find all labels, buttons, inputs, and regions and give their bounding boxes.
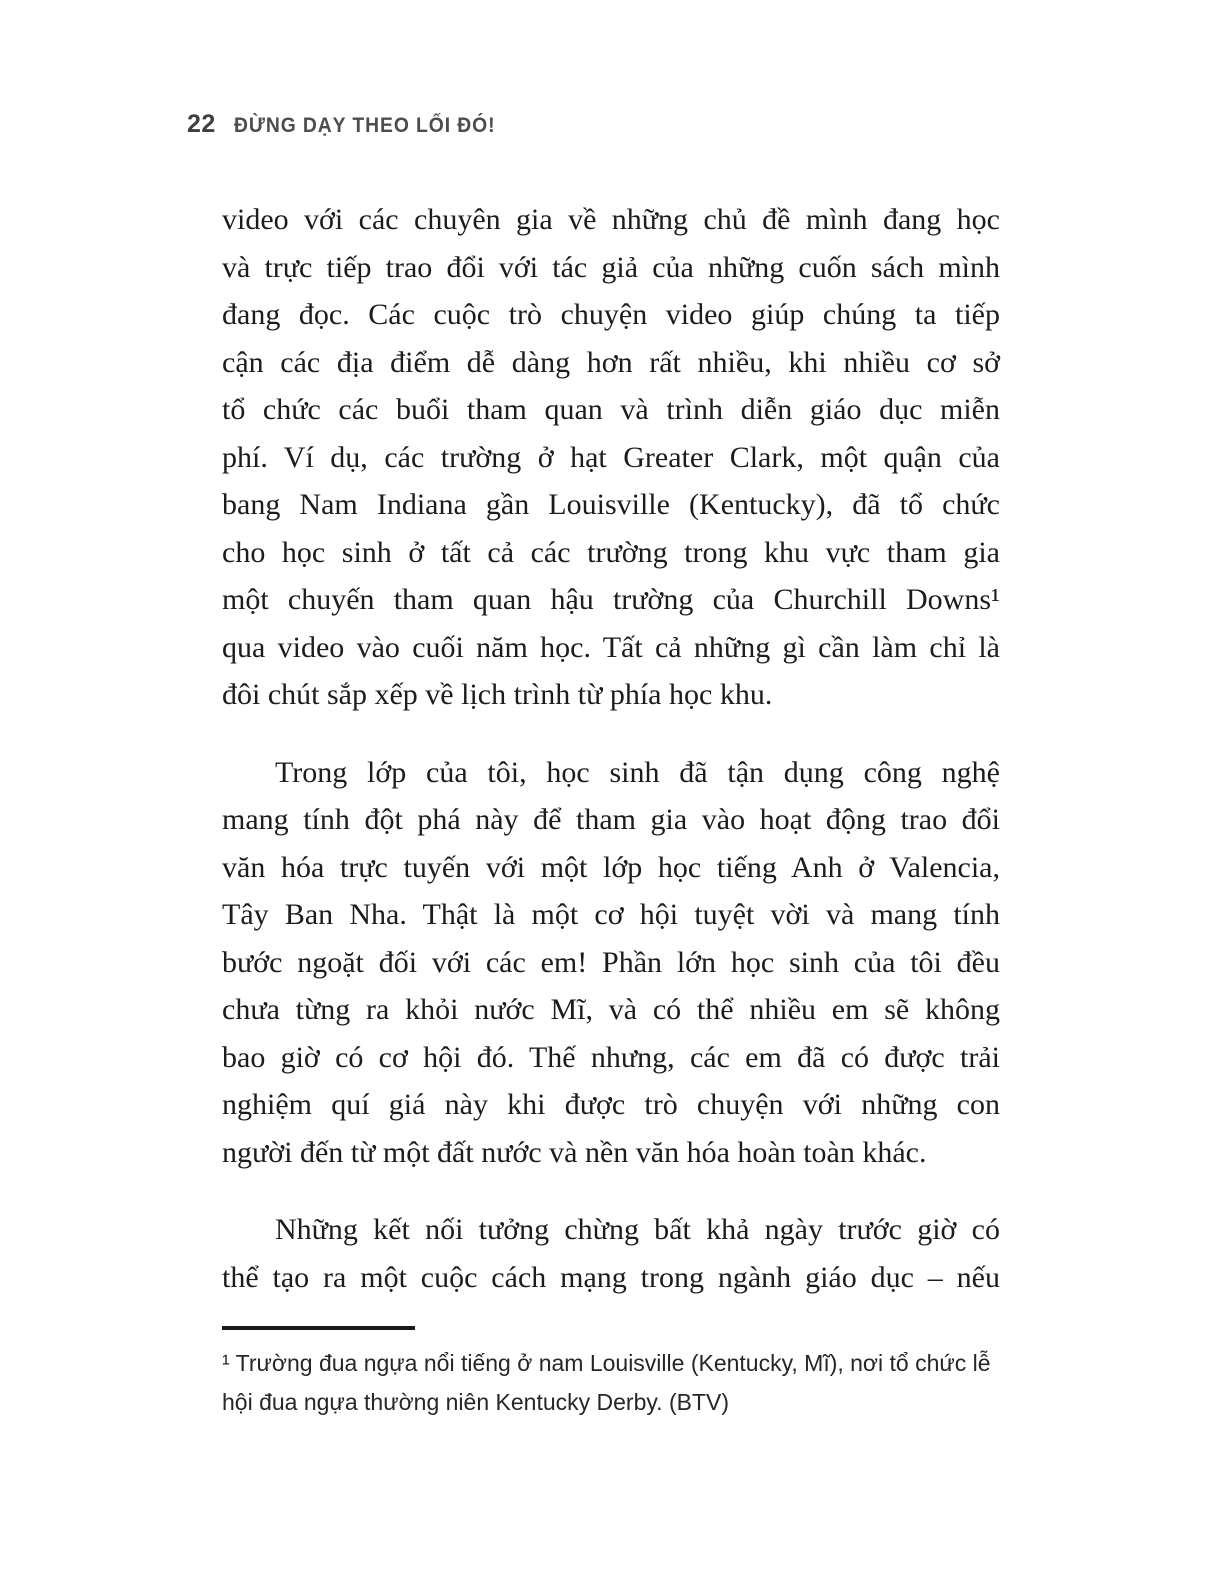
text-line: đôi chút sắp xếp về lịch trình từ phía học khu. xyxy=(222,678,773,711)
text-line: bao giờ có cơ hội đó. Thế nhưng, các em đã có được trải xyxy=(222,1040,1000,1074)
page-number: 22 xyxy=(187,110,216,138)
text-line: video với các chuyên gia về những chủ đề mình đang học xyxy=(222,203,1000,236)
page-body xyxy=(222,196,1000,1301)
text-line: chưa từng ra khỏi nước Mĩ, và có thể nhiều em sẽ không xyxy=(222,993,1000,1026)
footnote-section xyxy=(222,1326,1000,1422)
footnote-rule xyxy=(222,1326,415,1330)
text-line: Những kết nối tưởng chừng bất khả ngày trước giờ có xyxy=(275,1213,1000,1246)
text-line: nghiệm quí giá này khi được trò chuyện với những con xyxy=(222,1088,1000,1121)
text-line: bước ngoặt đối với các em! Phần lớn học sinh của tôi đều xyxy=(222,945,1000,979)
text-line: văn hóa trực tuyến với một lớp học tiếng Anh ở Valencia, xyxy=(222,850,1000,884)
text-line: bang Nam Indiana gần Louisville (Kentucky), đã tổ chức xyxy=(222,488,1000,521)
text-line: mang tính đột phá này để tham gia vào hoạt động trao đổi xyxy=(222,803,1000,836)
text-line: hội đua ngựa thường niên Kentucky Derby. (BTV) xyxy=(222,1389,729,1415)
text-line: ¹ Trường đua ngựa nổi tiếng ở nam Louisville (Kentucky, Mĩ), nơi tổ chức lễ xyxy=(222,1350,991,1376)
text-line: một chuyến tham quan hậu trường của Churchill Downs¹ xyxy=(222,583,1000,616)
text-line: qua video vào cuối năm học. Tất cả những gì cần làm chỉ là xyxy=(222,630,1000,664)
text-line: thể tạo ra một cuộc cách mạng trong ngành giáo dục – nếu xyxy=(222,1260,1000,1294)
book-title: ĐỪNG DẠY THEO LỐI ĐÓ! xyxy=(233,114,496,137)
text-line: người đến từ một đất nước và nền văn hóa hoàn toàn khác. xyxy=(222,1135,927,1169)
paragraph-1 xyxy=(222,196,1000,719)
page-header xyxy=(187,110,518,139)
text-line: Trong lớp của tôi, học sinh đã tận dụng công nghệ xyxy=(275,755,1000,789)
text-line: cho học sinh ở tất cả các trường trong khu vực tham gia xyxy=(222,535,1000,569)
text-line: cận các địa điểm dễ dàng hơn rất nhiều, khi nhiều cơ sở xyxy=(222,345,1000,379)
footnote xyxy=(222,1344,1000,1422)
text-line: tổ chức các buổi tham quan và trình diễn giáo dục miễn xyxy=(222,393,1000,426)
text-line: Tây Ban Nha. Thật là một cơ hội tuyệt vời và mang tính xyxy=(222,898,1000,931)
text-line: phí. Ví dụ, các trường ở hạt Greater Clark, một quận của xyxy=(222,440,1000,474)
text-line: và trực tiếp trao đổi với tác giả của những cuốn sách mình xyxy=(222,250,1000,284)
paragraph-2 xyxy=(222,749,1000,1177)
text-line: đang đọc. Các cuộc trò chuyện video giúp chúng ta tiếp xyxy=(222,298,1000,331)
paragraph-3 xyxy=(222,1206,1000,1301)
